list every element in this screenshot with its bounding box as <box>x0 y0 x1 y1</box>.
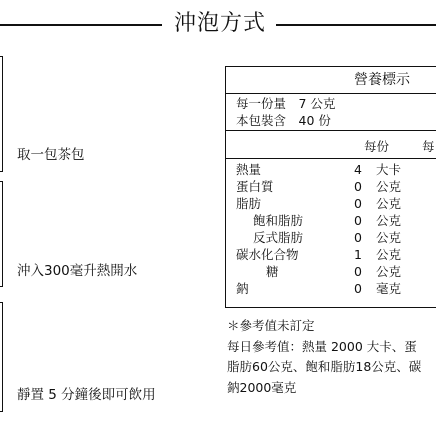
serving-size: 每一份量 7 公克 <box>236 96 336 111</box>
nutrient-name: 脂肪 <box>236 196 262 211</box>
nutrient-unit: 公克 <box>376 247 402 262</box>
column-header-second: 每 <box>422 139 435 154</box>
step-1-text: 取一包茶包 <box>17 147 85 163</box>
nutrient-name: 碳水化合物 <box>236 247 299 262</box>
nutrient-row <box>226 264 436 280</box>
section-title: 沖泡方式 <box>173 11 266 36</box>
nutrient-unit: 毫克 <box>376 281 402 296</box>
nutrient-name: 反式脂肪 <box>253 230 304 245</box>
nutrient-value: 0 <box>354 264 362 279</box>
nutrient-unit: 公克 <box>376 196 402 211</box>
nutrient-name: 鈉 <box>236 281 249 296</box>
step-2-bracket <box>0 181 3 287</box>
note-line: 鈉2000毫克 <box>227 379 297 395</box>
nutrient-name: 熱量 <box>236 162 262 177</box>
note-line: 每日參考值：熱量 2000 大卡、蛋 <box>227 338 417 354</box>
step-1-bracket <box>0 56 3 172</box>
nutrient-row <box>226 179 436 195</box>
nutrient-value: 0 <box>354 213 362 228</box>
nutrient-value: 4 <box>354 162 362 177</box>
divider <box>226 93 436 94</box>
nutrient-name: 飽和脂肪 <box>253 213 304 228</box>
nutrient-unit: 大卡 <box>376 162 402 177</box>
nutrient-value: 0 <box>354 230 362 245</box>
nutrition-table <box>225 66 436 308</box>
nutrition-notes <box>227 316 421 398</box>
nutrient-unit: 公克 <box>376 179 402 194</box>
nutrient-row <box>226 247 436 263</box>
divider <box>226 158 436 159</box>
nutrient-name: 蛋白質 <box>236 179 274 194</box>
nutrient-value: 0 <box>354 281 362 296</box>
note-line: 脂肪60公克、飽和脂肪18公克、碳 <box>227 359 422 374</box>
nutrition-title <box>226 67 436 93</box>
header-rule-left <box>0 24 162 26</box>
nutrient-row <box>226 230 436 246</box>
note-line: ＊參考值未訂定 <box>227 318 315 333</box>
nutrient-row <box>226 162 436 178</box>
step-3-bracket <box>0 302 3 412</box>
servings-per-package: 本包裝含 40 份 <box>236 113 331 128</box>
nutrient-row <box>226 196 436 212</box>
column-header-per-serving: 每份 <box>364 139 390 154</box>
nutrient-value: 0 <box>354 196 362 211</box>
divider <box>226 130 436 131</box>
nutrient-value: 1 <box>354 247 362 262</box>
nutrient-name: 糖 <box>266 264 279 279</box>
nutrient-unit: 公克 <box>376 213 402 228</box>
nutrient-row <box>226 213 436 229</box>
nutrient-row <box>226 281 436 297</box>
nutrient-unit: 公克 <box>376 230 402 245</box>
nutrition-title-text: 營養標示 <box>354 72 410 88</box>
header-rule-right <box>276 24 436 26</box>
nutrient-value: 0 <box>354 179 362 194</box>
step-3-text: 靜置 5 分鐘後即可飲用 <box>17 387 156 403</box>
nutrient-unit: 公克 <box>376 264 402 279</box>
step-2-text: 沖入300毫升熱開水 <box>17 263 138 279</box>
